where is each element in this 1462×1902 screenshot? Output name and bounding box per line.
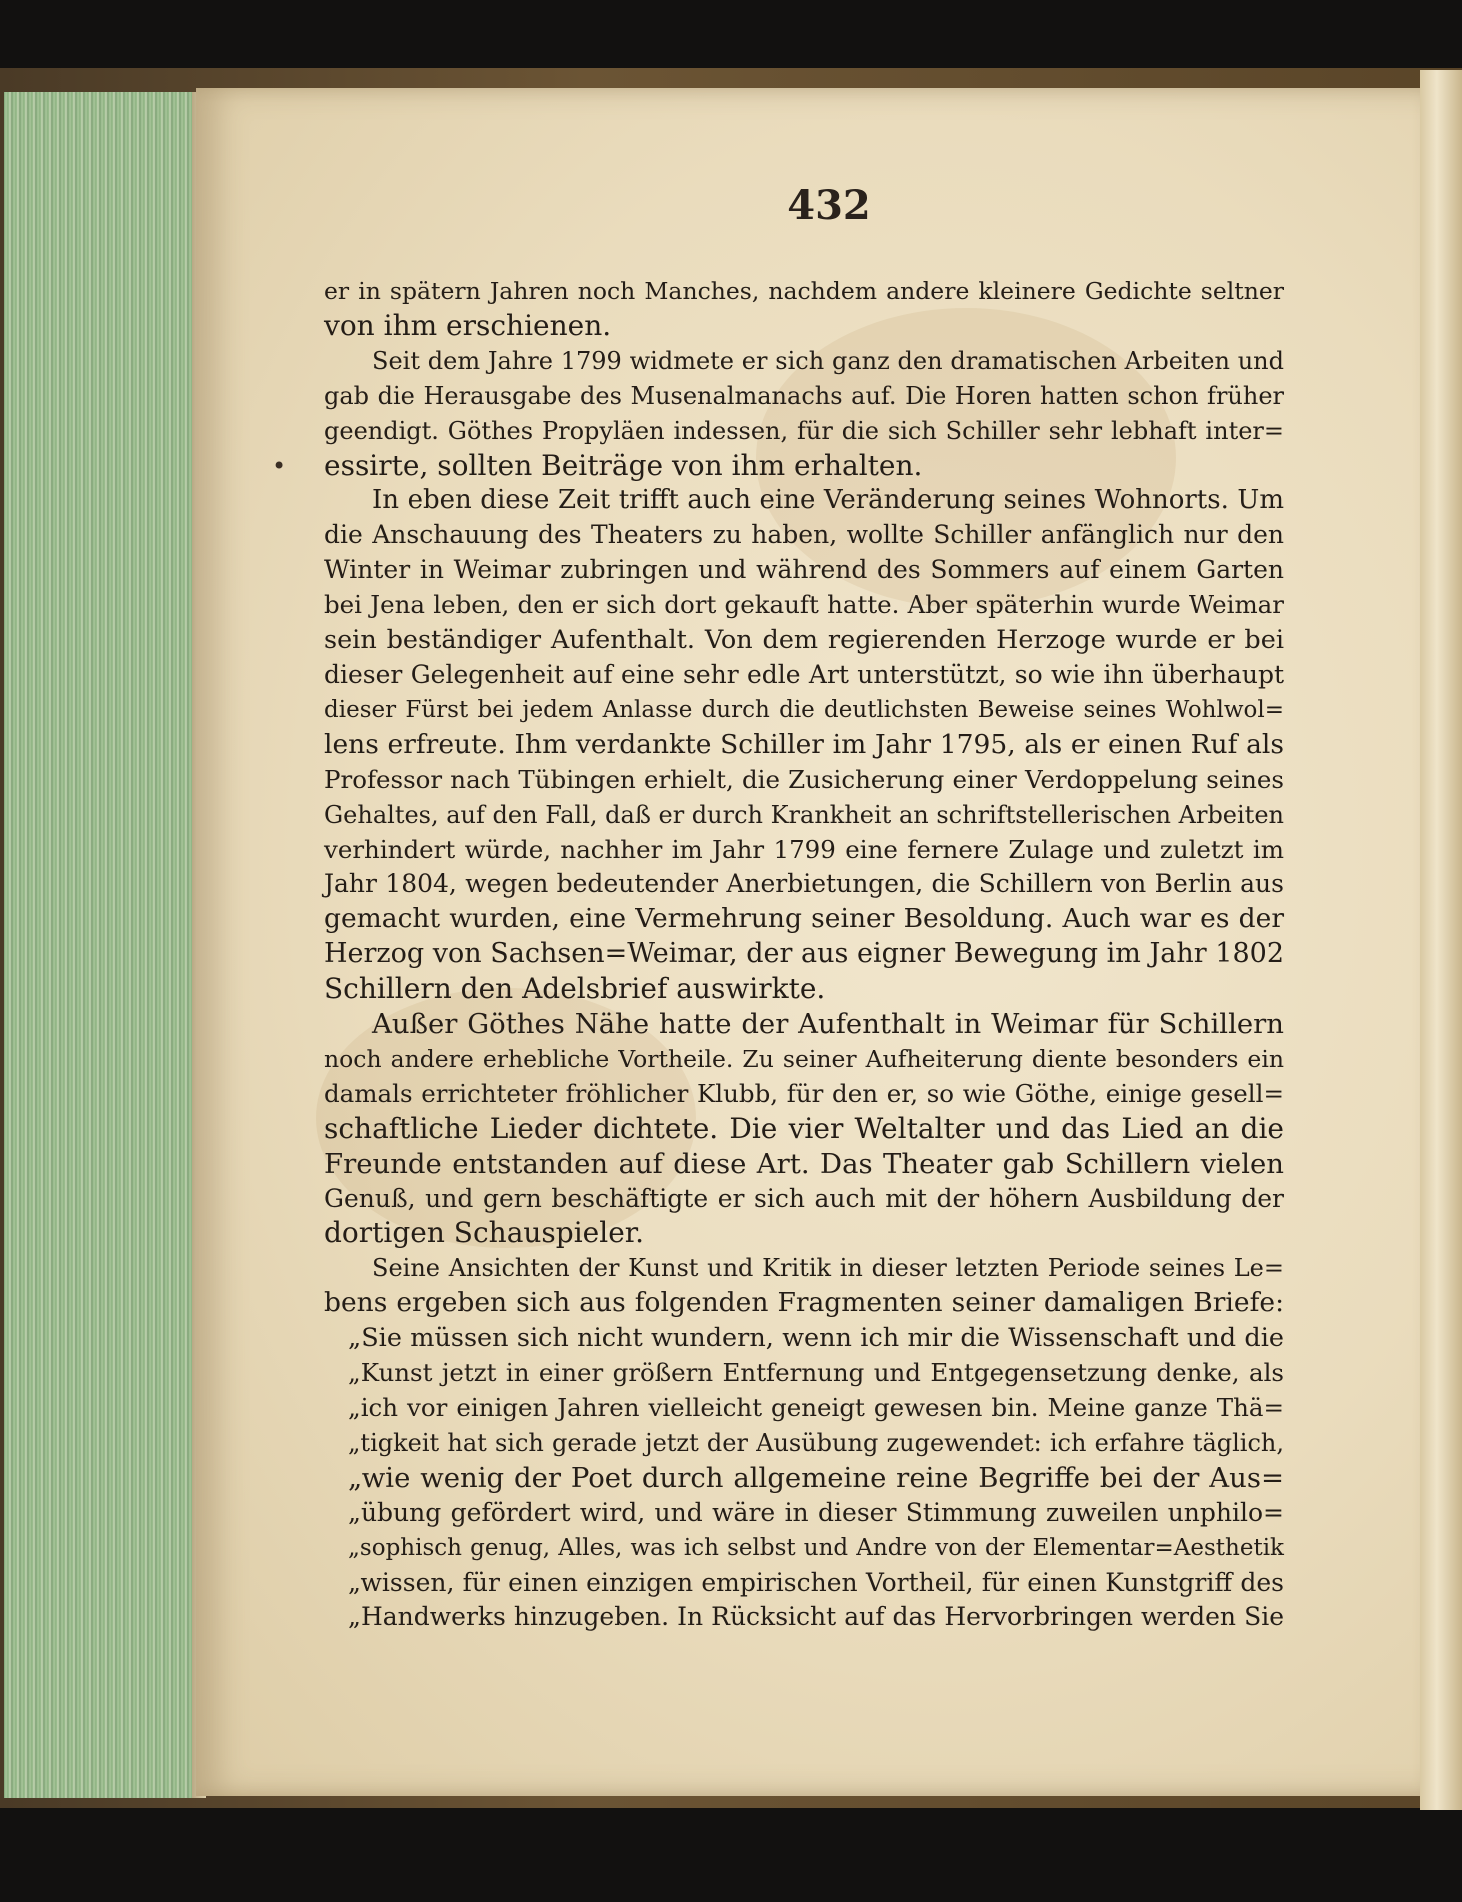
- text-line: essirte, sollten Beiträge von ihm erhalten.: [324, 448, 923, 482]
- quote-line: „wie wenig der Poet durch allgemeine reine Begriffe bei der Aus=: [348, 1461, 1284, 1494]
- paragraph-start-line: Seine Ansichten der Kunst und Kritik in dieser letzten Periode seines Le=: [372, 1254, 1284, 1283]
- text-line: bei Jena leben, den er sich dort gekauft hatte. Aber späterhin wurde Weimar: [324, 590, 1284, 620]
- text-line: gemacht wurden, eine Vermehrung seiner Besoldung. Auch war es der: [324, 903, 1284, 935]
- quote-line: „übung gefördert wird, und wäre in dieser Stimmung zuweilen unphilo=: [348, 1497, 1284, 1527]
- text-line: dieser Fürst bei jedem Anlasse durch die deutlichsten Beweise seines Wohlwol=: [324, 696, 1284, 723]
- text-line: Herzog von Sachsen=Weimar, der aus eigner Bewegung im Jahr 1802: [324, 938, 1284, 970]
- text-line: bens ergeben sich aus folgenden Fragmenten seiner damaligen Briefe:: [324, 1287, 1284, 1319]
- text-line: geendigt. Göthes Propyläen indessen, für die sich Schiller sehr lebhaft inter=: [324, 416, 1284, 445]
- quote-line: „ich vor einigen Jahren vielleicht geneigt gewesen bin. Meine ganze Thä=: [348, 1393, 1284, 1422]
- quote-line: „Handwerks hinzugeben. In Rücksicht auf das Hervorbringen werden Sie: [348, 1602, 1284, 1632]
- text-line: Jahr 1804, wegen bedeutender Anerbietungen, die Schillern von Berlin aus: [324, 869, 1284, 899]
- text-line: Genuß, und gern beschäftigte er sich auch mit der höhern Ausbildung der: [324, 1183, 1284, 1213]
- paragraph-start-line: Seit dem Jahre 1799 widmete er sich ganz den dramatischen Arbeiten und: [372, 346, 1284, 375]
- quote-line: „tigkeit hat sich gerade jetzt der Ausübung zugewendet: ich erfahre täglich,: [348, 1428, 1284, 1457]
- paragraph-start-line: In eben diese Zeit trifft auch eine Veränderung seines Wohnorts. Um: [372, 485, 1284, 516]
- page-edges: [4, 92, 196, 1798]
- page-number: 432: [787, 182, 871, 229]
- text-line: noch andere erhebliche Vortheile. Zu seiner Aufheiterung diente besonders ein: [324, 1044, 1284, 1073]
- text-line: verhindert würde, nachher im Jahr 1799 eine fernere Zulage und zuletzt im: [324, 834, 1284, 864]
- text-line: dieser Gelegenheit auf eine sehr edle Art unterstützt, so wie ihn überhaupt: [324, 659, 1284, 689]
- quote-line: „sophisch genug, Alles, was ich selbst und Andre von der Elementar=Aesthetik: [348, 1534, 1284, 1561]
- text-line: gab die Herausgabe des Musenalmanachs auf. Die Horen hatten schon früher: [324, 381, 1284, 410]
- text-line: dortigen Schauspieler.: [324, 1216, 644, 1250]
- text-line: lens erfreute. Ihm verdankte Schiller im Jahr 1795, als er einen Ruf als: [324, 728, 1284, 760]
- text-line: von ihm erschienen.: [324, 308, 612, 342]
- text-line: Freunde entstanden auf diese Art. Das Theater gab Schillern vielen: [324, 1147, 1284, 1180]
- text-line: er in spätern Jahren noch Manches, nachdem andere kleinere Gedichte seltner: [324, 277, 1284, 305]
- text-line: damals errichteter fröhlicher Klubb, für den er, so wie Göthe, einige gesell=: [324, 1078, 1284, 1108]
- paragraph-start-line: Außer Göthes Nähe hatte der Aufenthalt in Weimar für Schillern: [372, 1008, 1284, 1041]
- text-line: die Anschauung des Theaters zu haben, wollte Schiller anfänglich nur den: [324, 520, 1284, 550]
- body-text: [324, 274, 1284, 1635]
- text-line: Schillern den Adelsbrief auswirkte.: [324, 972, 826, 1006]
- text-line: schaftliche Lieder dichtete. Die vier Weltalter und das Lied an die: [324, 1111, 1284, 1145]
- quote-line: „wissen, für einen einzigen empirischen Vortheil, für einen Kunstgriff des: [348, 1567, 1284, 1597]
- margin-mark: •: [272, 452, 287, 480]
- text-line: sein beständiger Aufenthalt. Von dem regierenden Herzoge wurde er bei: [324, 625, 1284, 656]
- facing-page-edge: [1420, 70, 1462, 1810]
- quote-line: „Sie müssen sich nicht wundern, wenn ich mir die Wissenschaft und die: [348, 1323, 1284, 1354]
- text-line: Winter in Weimar zubringen und während des Sommers auf einem Garten: [324, 555, 1284, 585]
- text-line: Gehaltes, auf den Fall, daß er durch Krankheit an schriftstellerischen Arbeiten: [324, 800, 1284, 829]
- text-line: Professor nach Tübingen erhielt, die Zusicherung einer Verdoppelung seines: [324, 764, 1284, 794]
- quote-line: „Kunst jetzt in einer größern Entfernung und Entgegensetzung denke, als: [348, 1358, 1284, 1388]
